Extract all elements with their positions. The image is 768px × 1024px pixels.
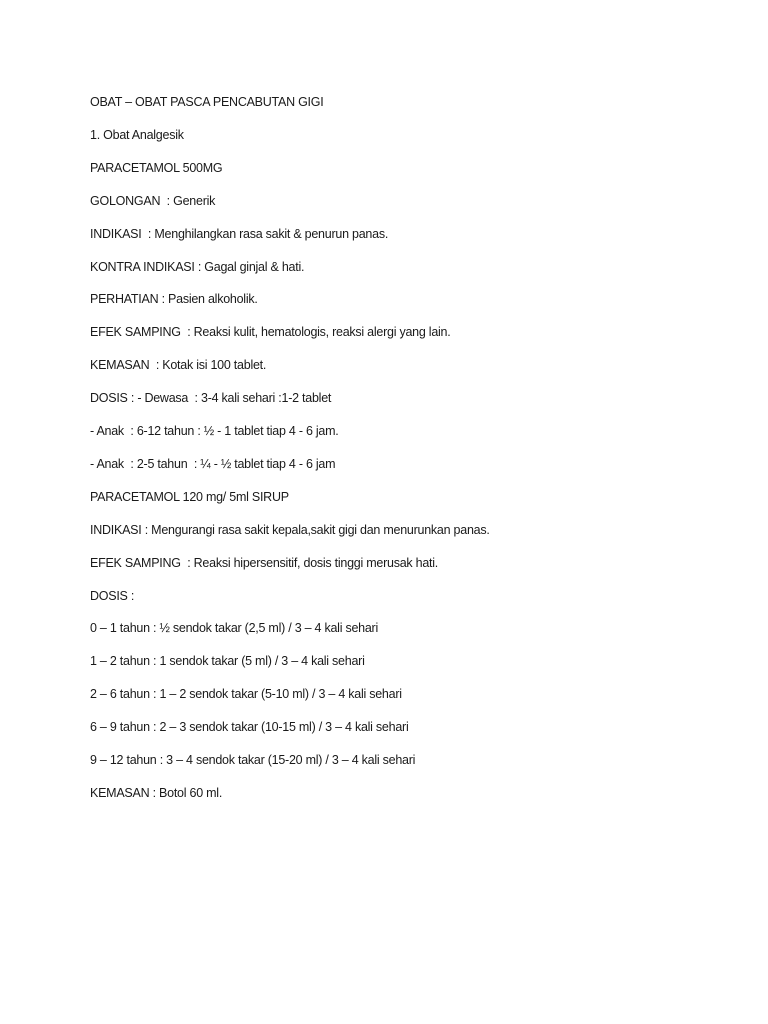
text-line: DOSIS :	[90, 589, 135, 603]
text-line: EFEK SAMPING : Reaksi hipersensitif, dosis tinggi merusak hati.	[90, 556, 439, 570]
text-line: 1 – 2 tahun : 1 sendok takar (5 ml) / 3 – 4 kali sehari	[90, 654, 365, 668]
text-line: KEMASAN : Botol 60 ml.	[90, 786, 223, 800]
text-line: 6 – 9 tahun : 2 – 3 sendok takar (10-15 ml) / 3 – 4 kali sehari	[90, 720, 409, 734]
section-heading: 1. Obat Analgesik	[90, 128, 184, 142]
text-line: DOSIS : - Dewasa : 3-4 kali sehari :1-2 tablet	[90, 391, 332, 405]
text-line: 0 – 1 tahun : ½ sendok takar (2,5 ml) / 3 – 4 kali sehari	[90, 621, 378, 635]
text-line: 9 – 12 tahun : 3 – 4 sendok takar (15-20 ml) / 3 – 4 kali sehari	[90, 753, 416, 767]
drug-name: PARACETAMOL 120 mg/ 5ml SIRUP	[90, 490, 289, 504]
text-line: EFEK SAMPING : Reaksi kulit, hematologis, reaksi alergi yang lain.	[90, 325, 451, 339]
text-line: KONTRA INDIKASI : Gagal ginjal & hati.	[90, 260, 305, 274]
drug-name: PARACETAMOL 500MG	[90, 161, 223, 175]
text-line: - Anak : 2-5 tahun : ¼ - ½ tablet tiap 4 - 6 jam	[90, 457, 336, 471]
text-line: PERHATIAN : Pasien alkoholik.	[90, 292, 258, 306]
text-line: INDIKASI : Menghilangkan rasa sakit & penurun panas.	[90, 227, 389, 241]
text-line: KEMASAN : Kotak isi 100 tablet.	[90, 358, 267, 372]
text-line: - Anak : 6-12 tahun : ½ - 1 tablet tiap 4 - 6 jam.	[90, 424, 339, 438]
text-line: GOLONGAN : Generik	[90, 194, 216, 208]
text-line: INDIKASI : Mengurangi rasa sakit kepala,sakit gigi dan menurunkan panas.	[90, 523, 490, 537]
document-title: OBAT – OBAT PASCA PENCABUTAN GIGI	[90, 95, 324, 109]
text-line: 2 – 6 tahun : 1 – 2 sendok takar (5-10 ml) / 3 – 4 kali sehari	[90, 687, 402, 701]
